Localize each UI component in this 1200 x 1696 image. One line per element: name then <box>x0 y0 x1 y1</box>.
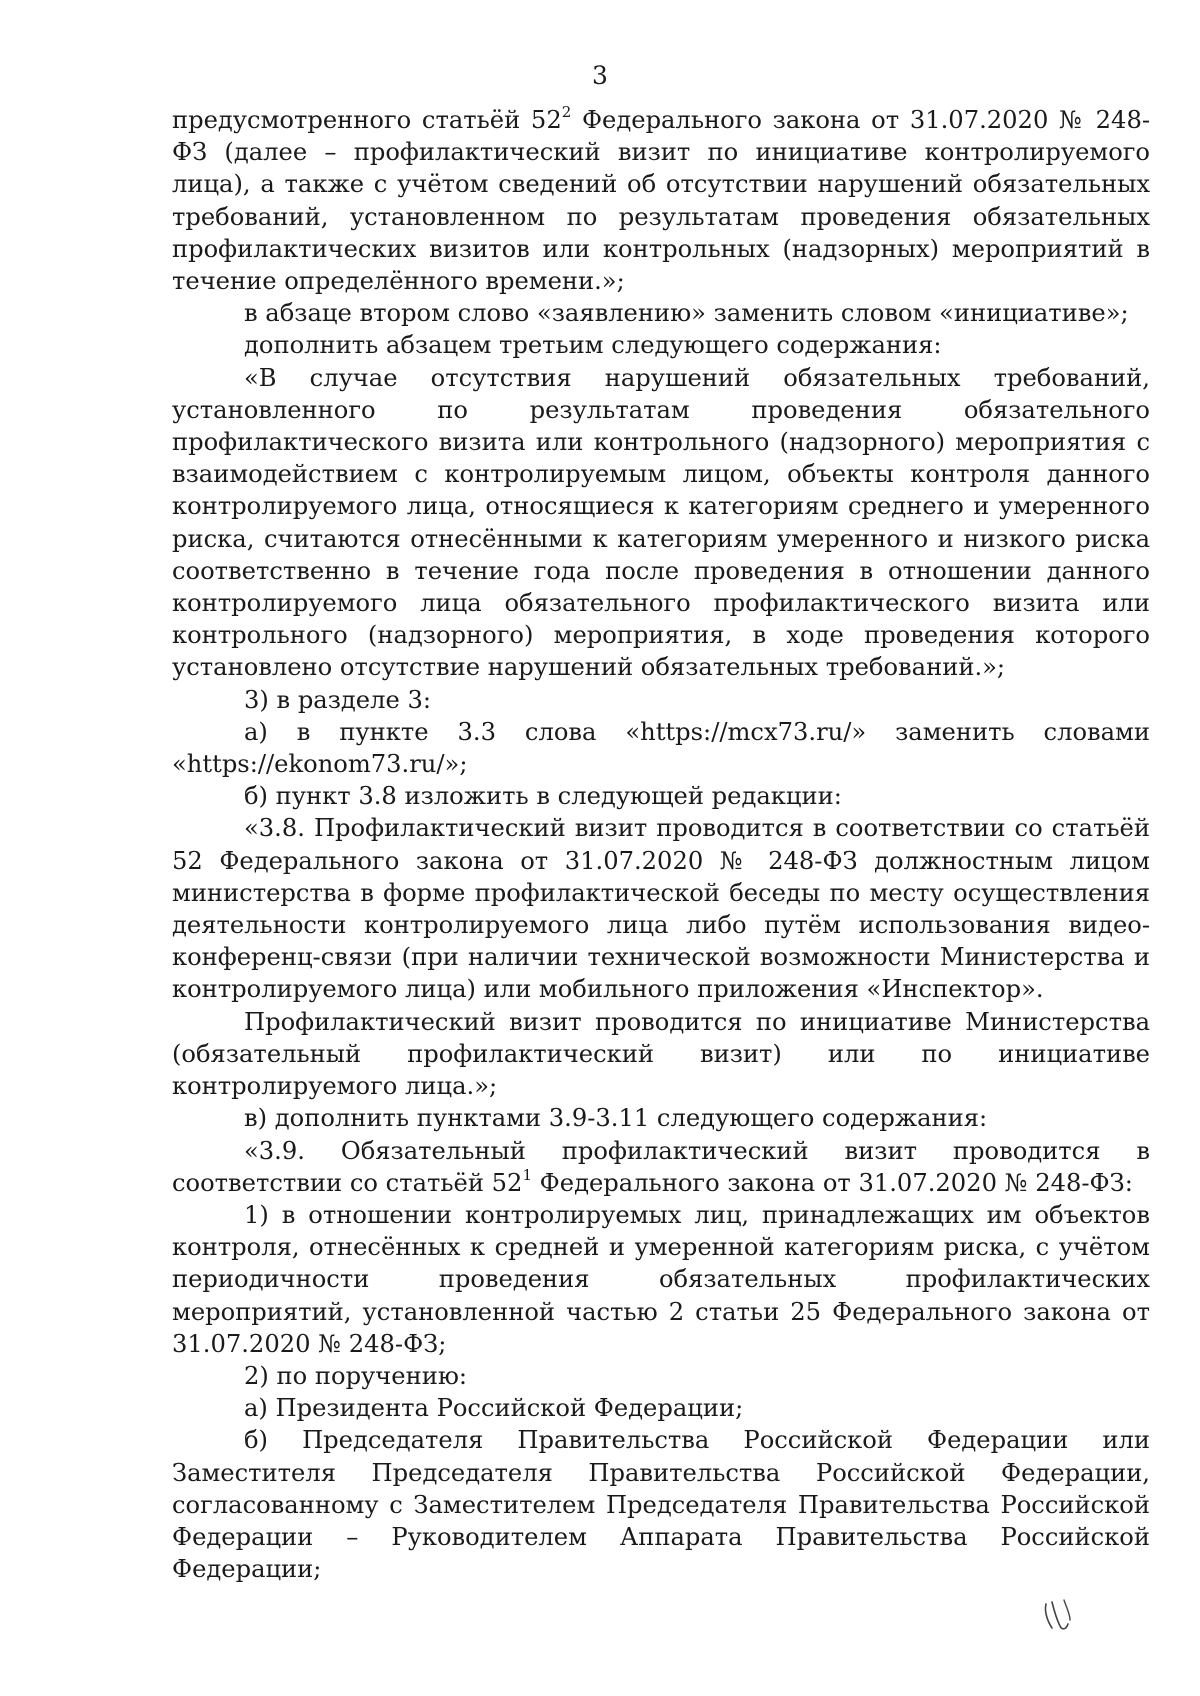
paragraph-text: а) Президента Российской Федерации; <box>244 1394 744 1423</box>
paragraph-text: «3.8. Профилактический визит проводится в соответствии со статьёй 52 Федерального закона от 31.07.2020 № 248-ФЗ должностным лицом министерства в форме профилактической беседы по месту осуществления деятельности контролируемого лица либо путём использования видео-конференц-связи (при наличии технической возможности Министерства и контролируемого лица) или мобильного приложения «Инспектор». <box>172 814 1150 1004</box>
paragraph-text: б) Председателя Правительства Российской Федерации или Заместителя Председателя Правительства Российской Федерации, согласованному с Заместителем Председателя Правительства Российской Федерации – Руководителем Аппарата Правительства Российской Федерации; <box>172 1426 1150 1584</box>
paragraph-6 <box>172 716 1150 780</box>
paragraph-text: предусмотренного статьёй 52 <box>172 106 562 134</box>
paragraph-text: «3.9. Обязательный профилактический визит проводится в соответствии со статьёй 52 <box>172 1136 1150 1197</box>
paragraph-text: б) пункт 3.8 изложить в следующей редакции: <box>244 782 842 811</box>
paragraph-text: 2) по поручению: <box>244 1361 468 1390</box>
paragraph-text: в) дополнить пунктами 3.9-3.11 следующего содержания: <box>244 1104 988 1133</box>
page-number: 3 <box>592 61 608 90</box>
paragraph-13 <box>172 1360 1150 1392</box>
paragraph-text: 1) в отношении контролируемых лиц, принадлежащих им объектов контроля, отнесённых к средней и умеренной категориям риска, с учётом периодичности проведения обязательных профилактических мероприятий, установленной частью 2 статьи 25 Федерального закона от 31.07.2020 № 248-ФЗ; <box>172 1200 1150 1358</box>
paragraph-text: в абзаце втором слово «заявлению» заменить словом «инициативе»; <box>244 299 1129 328</box>
paragraph-text: 3) в разделе 3: <box>244 685 432 714</box>
superscript: 2 <box>561 103 572 122</box>
paragraph-14 <box>172 1392 1150 1424</box>
paragraph-9 <box>172 1006 1150 1103</box>
paragraph-8 <box>172 812 1150 1005</box>
paragraph-4 <box>172 362 1150 684</box>
paragraph-10 <box>172 1102 1150 1134</box>
paragraph-12 <box>172 1199 1150 1360</box>
paragraph-text: «В случае отсутствия нарушений обязательных требований, установленного по результатам проведения обязательного профилактического визита или контрольного (надзорного) мероприятия с взаимодействием с контролируемым лицом, объекты контроля данного контролируемого лица, относящиеся к категориям среднего и умеренного риска, считаются отнесёнными к категориям умеренного и низкого риска соответственно в течение года после проведения в отношении данного контролируемого лица обязательного профилактического визита или контрольного (надзорного) мероприятия, в ходе проведения которого установлено отсутствие нарушений обязательных требований.»; <box>172 363 1150 682</box>
paragraph-11 <box>172 1135 1150 1199</box>
paragraph-text: Профилактический визит проводится по инициативе Министерства (обязательный профилактический визит) или по инициативе контролируемого лица.»; <box>172 1007 1150 1101</box>
handwritten-initials <box>1040 1596 1076 1636</box>
paragraph-2 <box>172 297 1150 329</box>
paragraph-5 <box>172 684 1150 716</box>
superscript: 1 <box>522 1166 532 1185</box>
paragraph-7 <box>172 780 1150 812</box>
paragraph-15 <box>172 1424 1150 1585</box>
document-body <box>172 104 1150 1585</box>
paragraph-text: а) в пункте 3.3 слова «https://mcx73.ru/» заменить словами «https://ekonom73.ru/»; <box>172 717 1150 779</box>
paragraph-3 <box>172 329 1150 361</box>
paragraph-text: дополнить абзацем третьим следующего содержания: <box>244 331 942 360</box>
paragraph-text: Федерального закона от 31.07.2020 № 248-ФЗ: <box>531 1168 1133 1197</box>
paragraph-1 <box>172 104 1150 297</box>
paragraph-text: Федерального закона от 31.07.2020 № 248-ФЗ (далее – профилактический визит по инициативе контролируемого лица), а также с учётом сведений об отсутствии нарушений обязательных требований, установленном по результатам проведения обязательных профилактических визитов или контрольных (надзорных) мероприятий в течение определённого времени.»; <box>172 106 1150 296</box>
